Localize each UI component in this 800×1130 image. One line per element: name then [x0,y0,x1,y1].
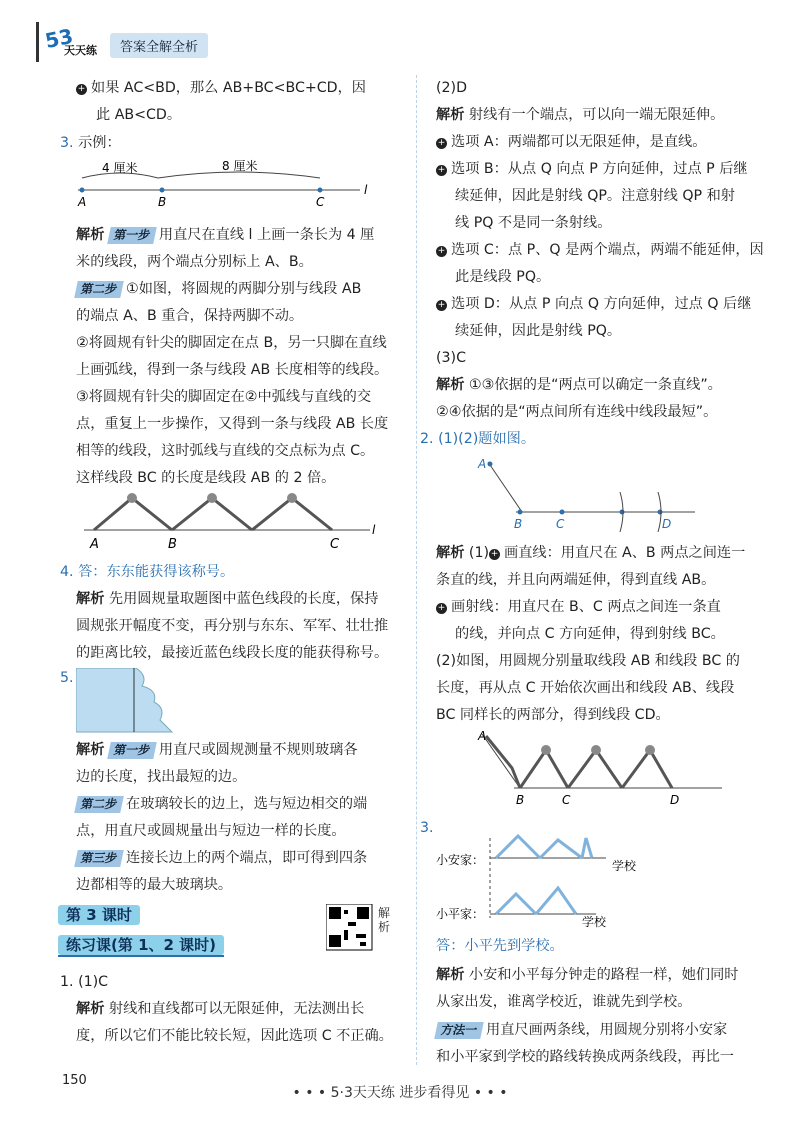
text-line: 的距离比较，最接近蓝色线段长度的能获得称号。 [76,645,389,661]
qr-label: 解析 [378,906,391,934]
text-line: 米的线段，两个端点分别标上 A、B。 [76,254,313,270]
segment-figure-1 [70,158,380,210]
point-a: A [78,195,87,209]
text-line: 上画弧线，得到一条与线段 AB 长度相等的线段。 [76,362,389,378]
plus-icon: + [437,603,446,613]
text-line: + 如果 AC<BD，那么 AB+BC<BC+CD，因 [77,80,366,96]
text-line: 度，所以它们不能比较长短，因此选项 C 不正确。 [76,1028,393,1044]
question-number: 5. [60,670,74,686]
text-line: 的端点 A、B 重合，保持两脚不动。 [76,308,304,324]
question-number: 3. 示例： [60,135,121,151]
plus-icon: + [490,549,499,559]
text-line: 解析 第一步 用直尺在直线 l 上画一条长为 4 厘 [76,227,375,243]
glass-figure [76,668,176,734]
point-a: A [90,537,99,552]
text-line: 解析 射线和直线都可以无限延伸，无法测出长 [76,1001,365,1017]
point-c: C [330,537,340,552]
point-a: A [478,729,487,743]
plus-icon: + [437,138,446,148]
text-line: 边都相等的最大玻璃块。 [76,877,233,893]
text-line: 解析 小安和小平每分钟走的路程一样，她们同时 [436,967,739,983]
text-line: 点，用直尺或圆规量出与短边一样的长度。 [76,823,346,839]
text-line: 解析 第一步 用直尺或圆规测量不规则玻璃各 [76,742,358,758]
compass-figure-1 [80,490,390,552]
qr-code-icon[interactable] [326,904,376,954]
text-line: (3)C [436,350,467,366]
practice-heading: 练习课(第 1、2 课时) [58,934,224,957]
text-line: + 选项 B：从点 Q 向点 P 方向延伸，过点 P 后继 [437,161,748,177]
text-line: + 选项 C：点 P、Q 是两个端点，两端不能延伸，因 [437,242,764,258]
text-line: 方法一 用直尺画两条线，用圆规分别将小安家 [436,1020,727,1040]
plus-icon: + [437,165,446,175]
label-xiaoan: 小安家： [436,853,485,867]
text-line: 第二步 ①如图，将圆规的两脚分别与线段 AB [76,279,361,299]
label-school-1: 学校 [612,859,637,873]
text-line: ③将圆规有针尖的脚固定在②中弧线与直线的交 [76,389,372,405]
point-a: A [478,457,487,471]
text-line: 第三步 连接长边上的两个端点，即可得到四条 [76,848,367,868]
point-d: D [662,517,672,531]
lesson-heading: 第 3 课时 [58,904,140,925]
school-route-figure [436,818,646,928]
text-line: + 选项 A：两端都可以无限延伸，是直线。 [437,134,707,150]
plus-icon: + [437,246,446,256]
plus-icon: + [437,300,446,310]
label-xiaoping: 小平家： [436,907,485,921]
text-line: 第二步 在玻璃较长的边上，选与短边相交的端 [76,794,367,814]
text-line: 解析 (1) + 画直线：用直尺在 A、B 两点之间连一 [436,545,746,561]
text-line: 解析 射线有一个端点，可以向一端无限延伸。 [436,107,725,123]
point-d: D [670,793,680,807]
label-school-2: 学校 [582,915,607,928]
question-number: 2. (1)(2)题如图。 [420,431,536,447]
point-c: C [556,517,565,531]
text-line: 边的长度，找出最短的边。 [76,769,247,785]
point-b: B [168,537,177,552]
label-4cm: 4 厘米 [102,161,138,175]
text-line: 这样线段 BC 的长度是线段 AB 的 2 倍。 [76,470,336,486]
text-line: 点，重复上一步操作，又得到一条与线段 AB 长度 [76,416,389,432]
text-line: (2)D [436,80,468,96]
text-line: 解析 先用圆规量取题图中蓝色线段的长度，保持 [76,591,379,607]
text-line: 相等的线段，这时弧线与直线的交点标为点 C。 [76,443,375,459]
point-b: B [516,793,525,807]
point-c: C [316,195,325,209]
label-8cm: 8 厘米 [222,159,258,173]
page-number: 150 [62,1073,87,1088]
text-line: 从家出发，谁离学校近，谁就先到学校。 [436,994,692,1010]
point-c: C [562,793,571,807]
text-line: + 选项 D：从点 P 向点 Q 方向延伸，过点 Q 后继 [437,296,752,312]
text-line: (2)如图，用圆规分别量取线段 AB 和线段 BC 的 [436,653,740,669]
brand-logo [36,22,104,62]
text-line: 和小平家到学校的路线转换成两条线段，再比一 [436,1049,734,1065]
column-divider [416,75,417,1065]
line-l: l [364,183,368,197]
text-line: 续延伸，因此是射线 PQ。 [455,323,622,339]
footer-slogan: • • • 5·3天天练 进步看得见 • • • [292,1085,508,1101]
plus-icon: + [77,84,86,94]
text-line: ②将圆规有针尖的脚固定在点 B，另一只脚在直线 [76,335,387,351]
text-line: ②④依据的是“两点间所有连线中线段最短”。 [436,404,718,420]
text-line: 圆规张开幅度不变，再分别与东东、军军、壮壮推 [76,618,389,634]
text-line: 解析 ①③依据的是“两点可以确定一条直线”。 [436,377,722,393]
text-line: 续延伸，因此是射线 QP。注意射线 QP 和射 [455,188,735,204]
text-line: BC 同样长的两部分，得到线段 CD。 [436,707,670,723]
question-number: 3. [420,820,434,836]
question-number: 1. (1)C [60,974,109,990]
line-l: l [372,523,376,537]
svg-text:天天练: 天天练 [64,44,97,57]
point-b: B [158,195,167,209]
question-number: 4. 答：东东能获得该称号。 [60,564,235,580]
text-line: + 画射线：用直尺在 B、C 两点之间连一条直 [437,599,721,615]
text-line: 答：小平先到学校。 [436,938,564,954]
text-line: 长度，再从点 C 开始依次画出和线段 AB、线段 [436,680,735,696]
compass-figure-2 [476,728,726,810]
text-line: 线 PQ 不是同一条射线。 [455,215,612,231]
text-line: 此是线段 PQ。 [455,269,551,285]
text-line: 的线，并向点 C 方向延伸，得到射线 BC。 [455,626,725,642]
ray-figure [470,452,700,534]
header-title: 答案全解全析 [110,33,208,58]
text-line: 此 AB<CD。 [96,107,182,123]
svg-text:53: 53 [42,23,76,54]
point-b: B [514,517,523,531]
text-line: 条直的线，并且向两端延伸，得到直线 AB。 [436,572,716,588]
